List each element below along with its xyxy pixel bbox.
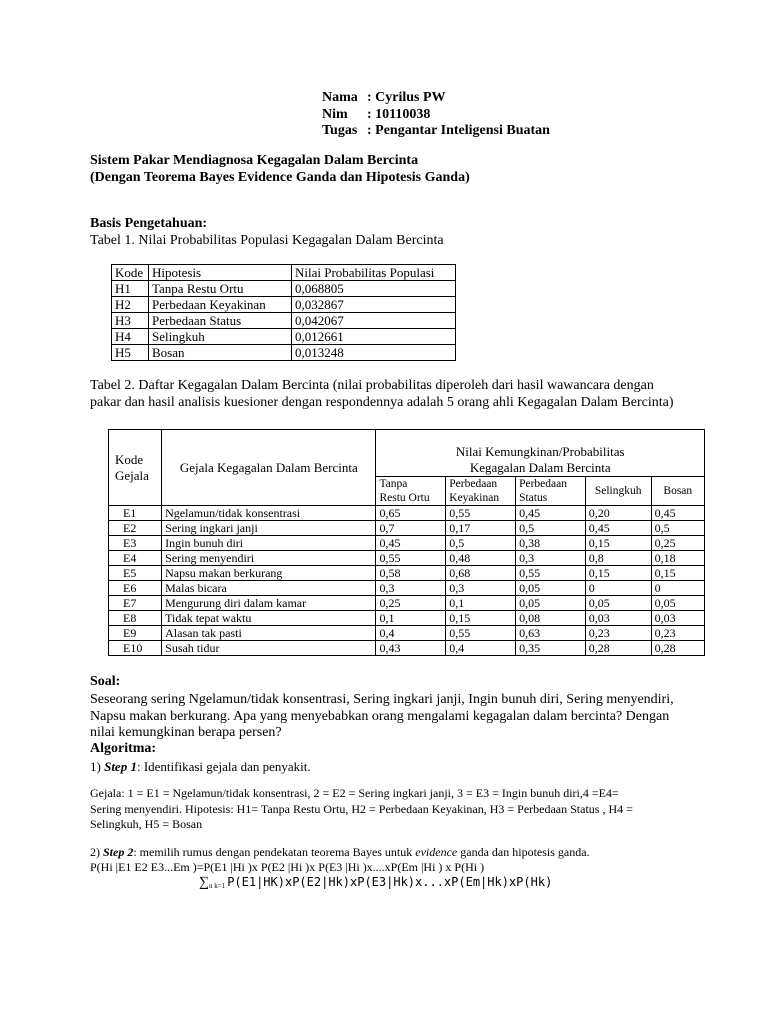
table2-cell: 0,03 [585,611,651,626]
soal-line-3: nilai kemungkinan berapa persen? [90,725,282,740]
header-nilai [376,430,705,477]
table2-cell: 0,45 [376,536,446,551]
symptom-table [108,429,705,656]
table1-cell: 0,042067 [292,313,456,329]
table-row [109,641,705,656]
table2-cell: Alasan tak pasti [162,626,376,641]
table1-cell: Selingkuh [149,329,292,345]
table2-cell: Sering menyendiri [162,551,376,566]
table1-cell: H1 [112,281,149,297]
table2-cell: 0,5 [651,521,704,536]
table2-cell: 0,55 [446,626,516,641]
soal-line-2: Napsu makan berkurang. Apa yang menyebabkan orang mengalami kegagalan dalam bercinta? Dengan [90,709,670,724]
step2-number: 2) [90,845,103,859]
table1-cell: Perbedaan Status [149,313,292,329]
table2-cell: 0,05 [516,581,586,596]
table2-cell: E10 [109,641,162,656]
table2-cell: 0,38 [516,536,586,551]
header-gejala: Gejala Kegagalan Dalam Bercinta [162,430,376,506]
table-row [112,297,456,313]
table2-cell: 0,43 [376,641,446,656]
table-row [112,313,456,329]
table1-header-cell: Hipotesis [149,265,292,281]
gejala-line-3: Selingkuh, H5 = Bosan [90,817,203,831]
subheader-line: Perbedaan [519,478,567,490]
step1-line [90,759,311,775]
table2-cell: Tidak tepat waktu [162,611,376,626]
subheader-line: Tanpa [379,478,408,490]
subheader-line: Restu Ortu [379,492,430,504]
table1-cell: 0,013248 [292,345,456,361]
table2-cell: 0,4 [446,641,516,656]
table2-cell: 0 [585,581,651,596]
table1-header-cell: Kode [112,265,149,281]
algoritma-heading: Algoritma: [90,741,157,756]
subheader-selingkuh: Selingkuh [585,477,651,506]
table2-caption-line-2: pakar dan hasil analisis kuesioner dengan respondennya adalah 5 orang ahli Kegagalan Dalam Bercinta) [90,395,674,410]
name-value: : Cyrilus PW [367,90,446,105]
step1-label: Step 1 [104,759,137,774]
table2-cell: 0,23 [651,626,704,641]
table2-cell: E7 [109,596,162,611]
table2-cell: 0,48 [446,551,516,566]
table2-header-row [109,430,705,477]
table2-cell: 0,55 [516,566,586,581]
table2-cell: 0,1 [446,596,516,611]
table-row [112,345,456,361]
table-row [112,281,456,297]
soal-heading: Soal: [90,674,121,689]
subheader-line: Keyakinan [449,492,500,504]
table-row [109,596,705,611]
table2-cell: 0,45 [651,506,704,521]
table1-cell: 0,068805 [292,281,456,297]
title-line-2: (Dengan Teorema Bayes Evidence Ganda dan Hipotesis Ganda) [90,170,470,185]
table2-cell: 0,15 [446,611,516,626]
table2-cell: E4 [109,551,162,566]
table2-cell: E9 [109,626,162,641]
step2-label: Step 2 [103,845,134,859]
step2-line [90,845,590,860]
table2-cell: 0,45 [585,521,651,536]
table1-cell: Bosan [149,345,292,361]
table2-cell: Ingin bunuh diri [162,536,376,551]
table2-cell: Sering ingkari janji [162,521,376,536]
table2-cell: Susah tidur [162,641,376,656]
table1-cell: H4 [112,329,149,345]
sum-icon: ∑ [199,875,209,890]
table1-cell: 0,012661 [292,329,456,345]
table2-cell: 0 [651,581,704,596]
table2-cell: Ngelamun/tidak konsentrasi [162,506,376,521]
subheader-tanpa-restu-ortu [376,477,446,506]
table2-cell: 0,5 [516,521,586,536]
table2-cell: 0,28 [585,641,651,656]
table2-cell: 0,4 [376,626,446,641]
table2-cell: E5 [109,566,162,581]
table-row [109,536,705,551]
header-info [322,90,550,140]
table2-cell: 0,45 [516,506,586,521]
table2-caption-line-1: Tabel 2. Daftar Kegagalan Dalam Bercinta (nilai probabilitas diperoleh dari hasil wawancara dengan [90,378,654,393]
table2-cell: 0,35 [516,641,586,656]
subheader-perbedaan-keyakinan [446,477,516,506]
table2-cell: E3 [109,536,162,551]
probability-table [111,264,456,361]
table2-cell: 0,25 [376,596,446,611]
table-row [109,566,705,581]
formula-numerator: P(Hi |E1 E2 E3...Em )=P(E1 |Hi )x P(E2 |Hi )x P(E3 |Hi )x....xP(Em |Hi ) x P(Hi ) [90,860,485,874]
table2-cell: 0,15 [585,536,651,551]
formula-denominator-text: P(E1|HK)xP(E2|Hk)xP(E3|Hk)x...xP(Em|Hk)xP(Hk) [227,875,553,889]
table2-cell: 0,65 [376,506,446,521]
basis-heading: Basis Pengetahuan: [90,216,208,231]
table2-cell: 0,08 [516,611,586,626]
table1-cell: Perbedaan Keyakinan [149,297,292,313]
formula-denominator [199,873,552,891]
table2-cell: 0,3 [376,581,446,596]
table2-cell: E2 [109,521,162,536]
table2-cell: 0,17 [446,521,516,536]
table2-cell: E1 [109,506,162,521]
subheader-line: Status [519,492,548,504]
task-label: Tugas [322,123,358,138]
table2-cell: 0,23 [585,626,651,641]
table-row [109,506,705,521]
table2-cell: 0,15 [651,566,704,581]
table-row [109,611,705,626]
table2-cell: Napsu makan berkurang [162,566,376,581]
step1-text: : Identifikasi gejala dan penyakit. [136,759,311,774]
table-row [112,329,456,345]
table2-cell: 0,18 [651,551,704,566]
table2-cell: 0,05 [651,596,704,611]
table2-cell: 0,1 [376,611,446,626]
step1-number: 1) [90,759,105,774]
table2-cell: 0,5 [446,536,516,551]
table2-cell: 0,58 [376,566,446,581]
table2-cell: 0,05 [516,596,586,611]
table1-cell: H5 [112,345,149,361]
table1-cell: 0,032867 [292,297,456,313]
table2-cell: Mengurung diri dalam kamar [162,596,376,611]
table1-cell: H3 [112,313,149,329]
table1-caption: Tabel 1. Nilai Probabilitas Populasi Kegagalan Dalam Bercinta [90,233,444,248]
header-gejala-line: Gejala [115,467,149,483]
table2-cell: 0,25 [651,536,704,551]
name-label: Nama [322,90,358,105]
table-row [109,521,705,536]
header-kode-line: Kode [115,451,144,467]
table2-cell: 0,3 [446,581,516,596]
header-nilai-line-1: Nilai Kemungkinan/Probabilitas [455,444,625,459]
subheader-line: Perbedaan [449,478,498,490]
table-row [109,626,705,641]
table-row [109,581,705,596]
table2-cell: 0,3 [516,551,586,566]
gejala-line-2: Sering menyendiri. Hipotesis: H1= Tanpa Restu Ortu, H2 = Perbedaan Keyakinan, H3 = Perbedaan Status , H4 = [90,802,633,816]
table2-cell: 0,68 [446,566,516,581]
table2-cell: 0,8 [585,551,651,566]
table1-cell: Tanpa Restu Ortu [149,281,292,297]
header-kode-gejala [109,430,162,506]
gejala-line-1: Gejala: 1 = E1 = Ngelamun/tidak konsentrasi, 2 = E2 = Sering ingkari janji, 3 = E3 = Ingin bunuh diri,4 =E4= [90,786,619,800]
nim-label: Nim [322,106,348,122]
header-nilai-line-2: Kegagalan Dalam Bercinta [469,460,611,475]
table2-cell: 0,15 [585,566,651,581]
table2-cell: 0,20 [585,506,651,521]
sum-limits: n k=1 [208,882,226,890]
table2-cell: 0,63 [516,626,586,641]
task-value: : Pengantar Inteligensi Buatan [367,123,550,138]
nim-value: : 10110038 [367,106,431,122]
title-line-1: Sistem Pakar Mendiagnosa Kegagalan Dalam Bercinta [90,153,419,168]
table2-cell: 0,05 [585,596,651,611]
table2-cell: E6 [109,581,162,596]
table2-cell: Malas bicara [162,581,376,596]
table2-cell: 0,55 [376,551,446,566]
table2-cell: E8 [109,611,162,626]
table1-header-row [112,265,456,281]
step2-text-a: : memilih rumus dengan pendekatan teorema Bayes untuk [133,845,416,859]
table-row [109,551,705,566]
table2-cell: 0,55 [446,506,516,521]
table2-cell: 0,03 [651,611,704,626]
soal-line-1: Seseorang sering Ngelamun/tidak konsentrasi, Sering ingkari janji, Ingin bunuh diri, Sering menyendiri, [90,692,674,707]
table1-cell: H2 [112,297,149,313]
table2-cell: 0,28 [651,641,704,656]
step2-text-b: ganda dan hipotesis ganda. [457,845,590,859]
subheader-perbedaan-status [516,477,586,506]
step2-evidence: evidence [415,845,458,859]
subheader-bosan: Bosan [651,477,704,506]
table2-cell: 0,7 [376,521,446,536]
table1-header-cell: Nilai Probabilitas Populasi [292,265,456,281]
